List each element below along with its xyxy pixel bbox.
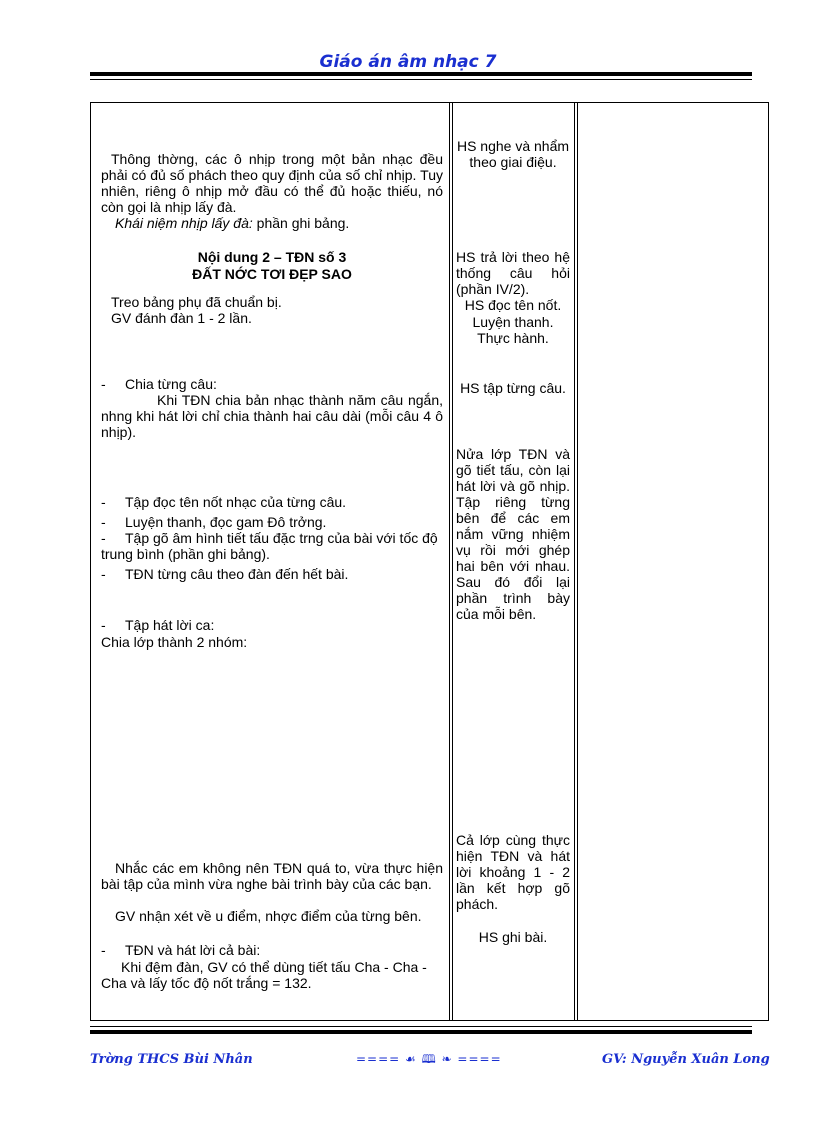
bullet-text: Tập gõ âm hình tiết tấu đặc trng của bài với tốc độ trung bình (phần ghi bảng). [101, 530, 438, 562]
bullet-text: Tập hát lời ca: [125, 617, 215, 633]
pickup-measure-term: Khái niệm nhịp lấy đà: [115, 215, 253, 231]
column-divider-1 [449, 102, 453, 1021]
bullet-vocal-warmup [101, 514, 443, 530]
student-learn-sentences: HS tập từng câu. [460, 380, 566, 396]
bullet-dash: - [101, 530, 106, 546]
student-group-work: Nửa lớp TĐN và gõ tiết tấu, còn lại hát lời và gõ nhịp. Tập riêng từng bên để các em nắm vững nhiệm vụ rồi mới ghép hai bên với nhau. Sau đó đổi lại phần trình bày của mỗi bên. [456, 446, 570, 622]
bullet-dash: - [101, 376, 106, 392]
student-whole-class: Cả lớp cùng thực hiện TĐN và hát lời khoảng 1 - 2 lần kết hợp gõ phách. [456, 832, 570, 912]
song-title: ĐẤT NỚC TƠI ĐẸP SAO [192, 266, 352, 282]
bullet-sing-lyrics [101, 617, 443, 633]
footer-rule-thick [90, 1030, 752, 1034]
student-warmup: Luyện thanh. [472, 314, 554, 330]
footer-ornament: ==== ☙ 🕮 ❧ ==== [356, 1052, 502, 1066]
bullet-dash: - [101, 566, 106, 582]
section-heading: Nội dung 2 – TĐN số 3 [197, 249, 347, 265]
bullet-text: TĐN từng câu theo đàn đến hết bài. [125, 566, 349, 582]
bullet-rhythm [101, 530, 443, 562]
student-practice: Thực hành. [477, 330, 549, 346]
paragraph-accompaniment: Khi đệm đàn, GV có thể dùng tiết tấu Cha - Cha - Cha và lấy tốc độ nốt trắng = 132. [101, 959, 427, 991]
teacher-name: GV: Nguyễn Xuân Long [602, 1052, 770, 1067]
paragraph-reminder: Nhắc các em không nên TĐN quá to, vừa thực hiện bài tập của mình vừa nghe bài trình bày của các bạn. [101, 860, 443, 892]
paragraph-measure-note: Thông thờng, các ô nhịp trong một bản nhạc đều phải có đủ số phách theo quy định của số chỉ nhịp. Tuy nhiên, riêng ô nhịp mở đầu có thể đủ hoặc thiếu, nó còn gọi là nhịp lấy đà. [101, 151, 443, 215]
student-read-notes: HS đọc tên nốt. [464, 297, 562, 313]
paragraph-play-piano: GV đánh đàn 1 - 2 lần. [111, 310, 252, 326]
paragraph-split-detail: Khi TĐN chia bản nhạc thành năm câu ngắn, nhng khi hát lời chỉ chia thành hai câu dài (mỗi câu 4 ô nhịp). [101, 392, 443, 440]
bullet-read-notes [101, 494, 443, 510]
column-divider-2 [574, 102, 578, 1021]
paragraph-pickup-measure [101, 215, 457, 231]
student-answer: HS trả lời theo hệ thống câu hỏi (phần IV/2). [456, 249, 570, 297]
bullet-dash: - [101, 617, 106, 633]
footer-rule-thin [90, 1026, 752, 1027]
header-rule-thick [90, 72, 752, 76]
page-title: Giáo án âm nhạc 7 [319, 52, 497, 72]
paragraph-split-class: Chia lớp thành 2 nhóm: [101, 634, 248, 650]
bullet-text: TĐN và hát lời cả bài: [125, 942, 261, 958]
bullet-text: Tập đọc tên nốt nhạc của từng câu. [125, 494, 347, 510]
paragraph-teacher-comment: GV nhận xét về u điểm, nhợc điểm của từng bên. [115, 908, 422, 924]
school-name: Trờng THCS Bùi Nhân [90, 1052, 253, 1067]
bullet-dash: - [101, 494, 106, 510]
header-rule-thin [90, 79, 752, 80]
bullet-sight-sing [101, 566, 443, 582]
bullet-split-sentences [101, 376, 443, 392]
pickup-measure-rest: phần ghi bảng. [252, 215, 350, 231]
paragraph-hang-board: Treo bảng phụ đã chuẩn bị. [111, 294, 282, 310]
bullet-dash: - [101, 942, 106, 958]
bullet-text: Luyện thanh, đọc gam Đô trởng. [125, 514, 327, 530]
bullet-dash: - [101, 514, 106, 530]
bullet-text: Chia từng câu: [125, 376, 217, 392]
student-listen: HS nghe và nhẩm theo giai điệu. [456, 138, 570, 170]
student-take-notes: HS ghi bài. [478, 929, 548, 945]
bullet-full-song [101, 942, 443, 958]
